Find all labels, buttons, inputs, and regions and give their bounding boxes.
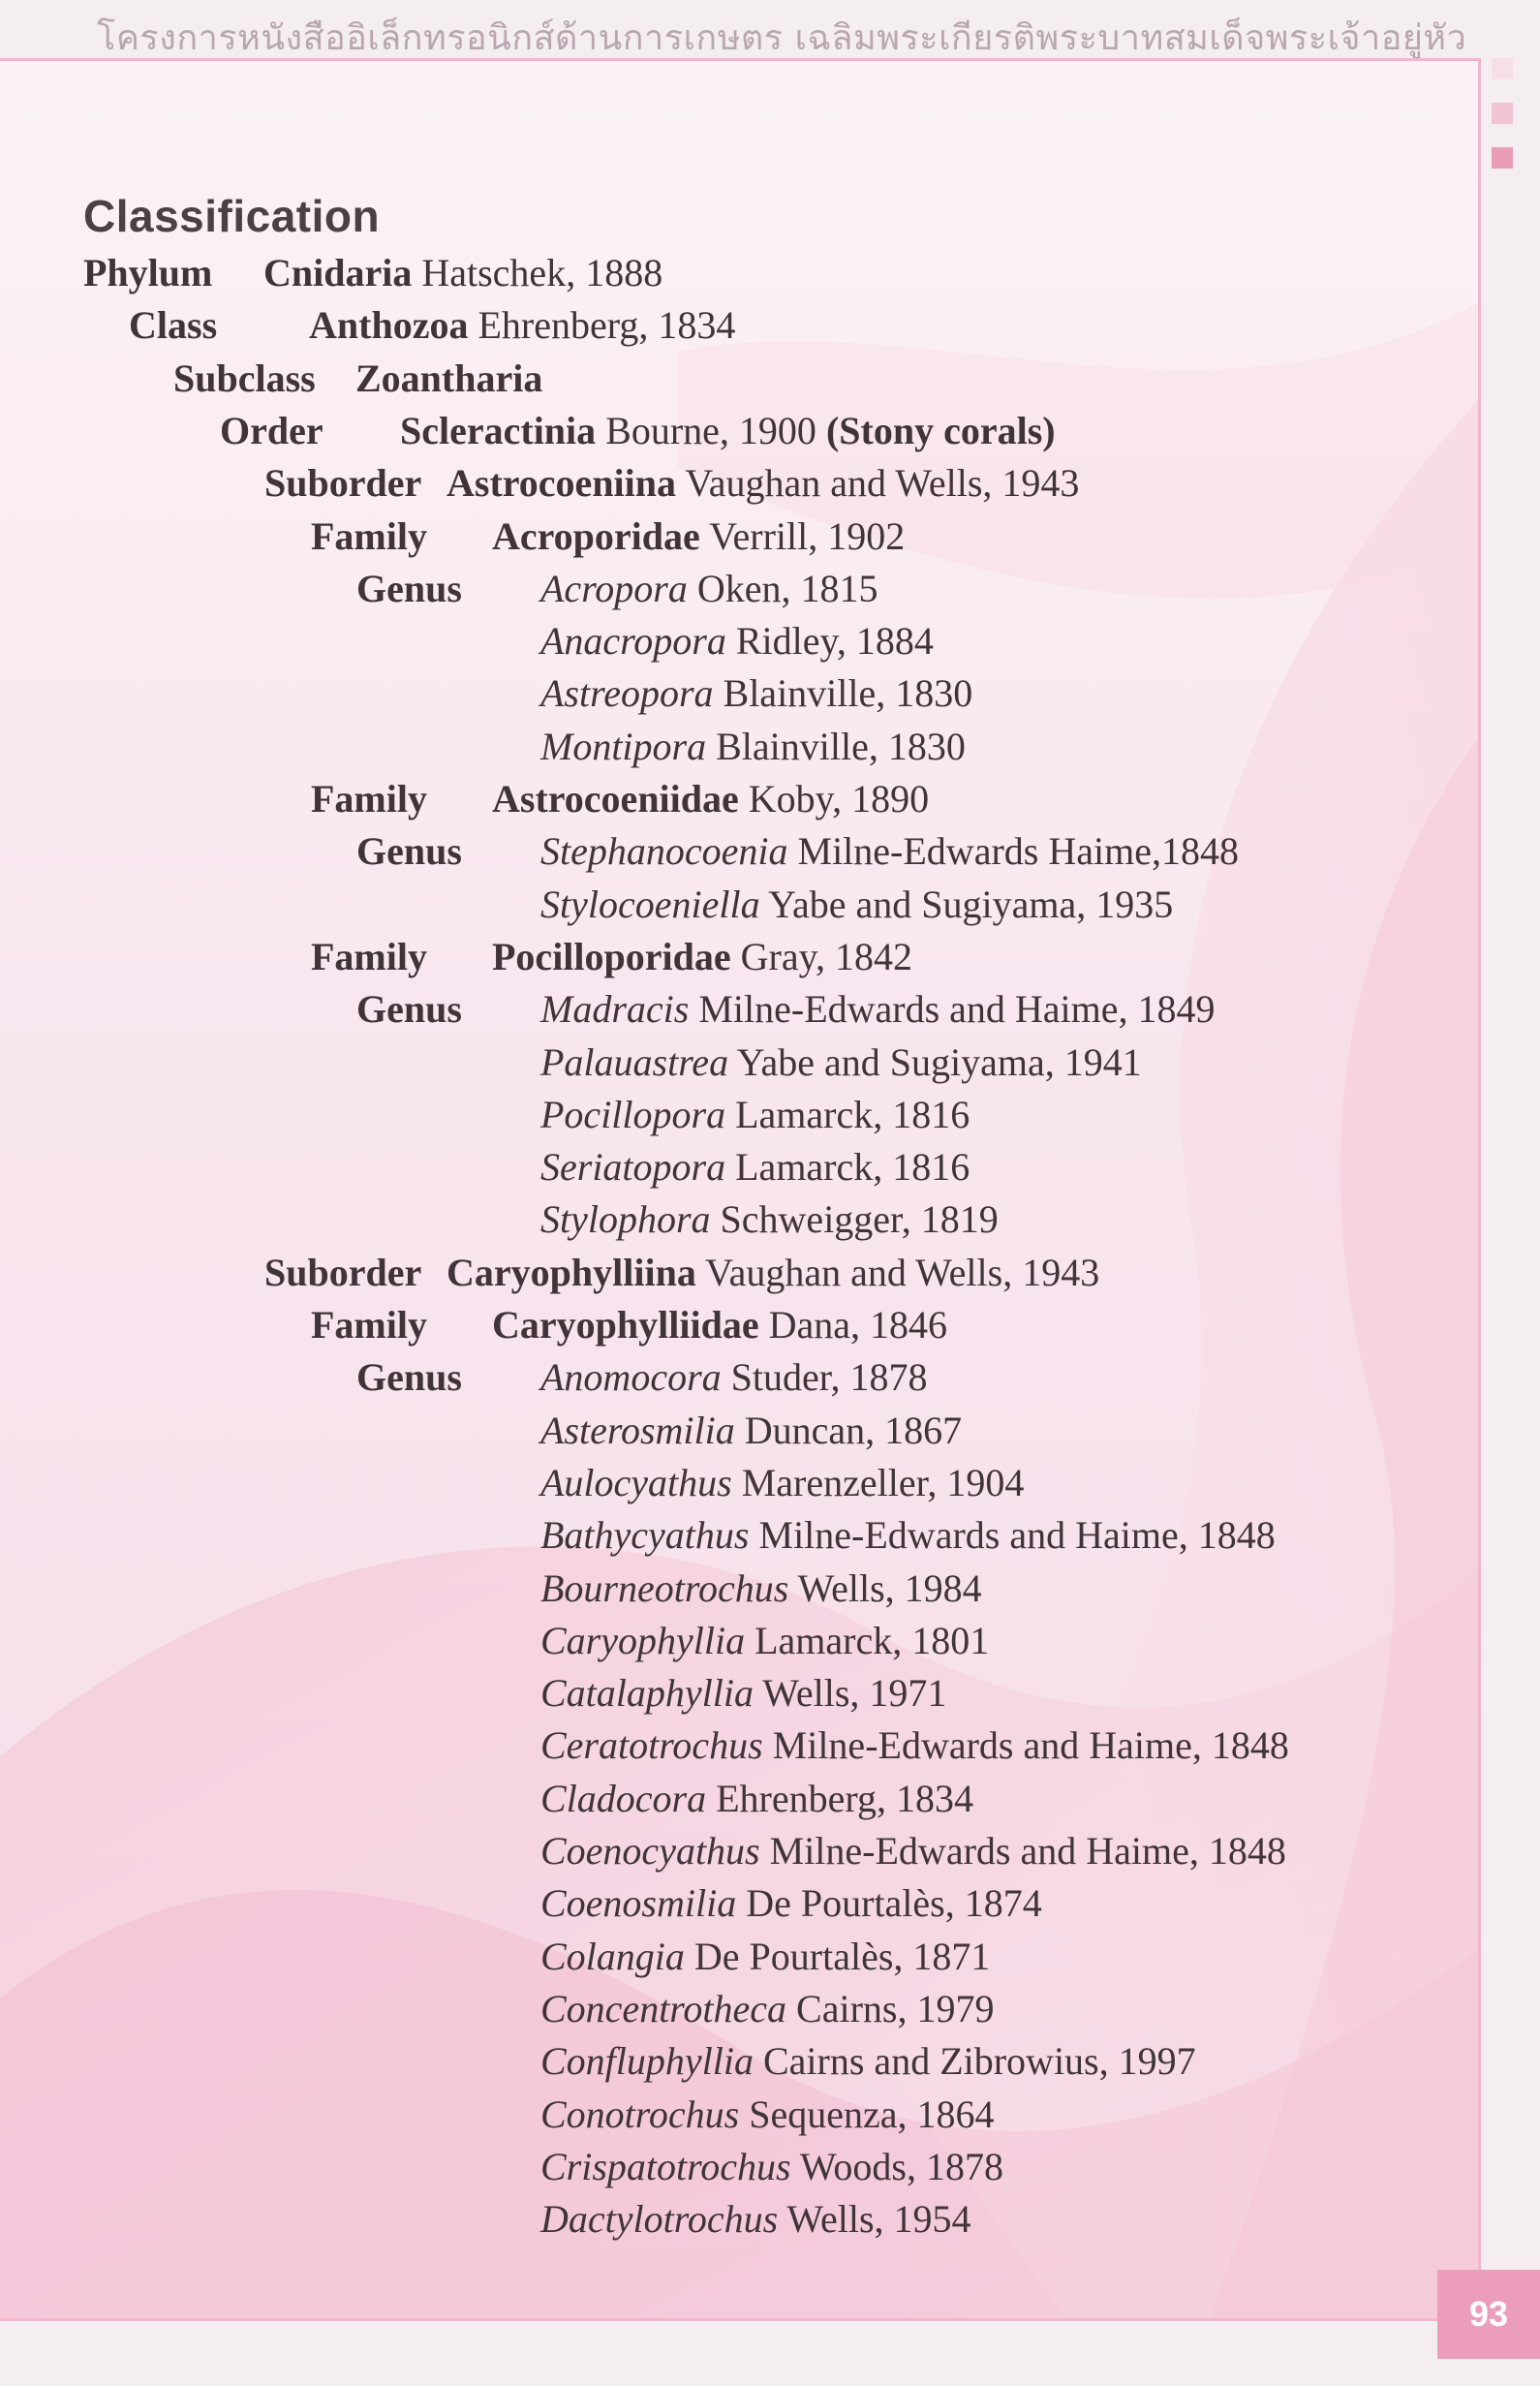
taxon-row [356,1351,1463,1404]
taxon-authority: Verrill, 1902 [709,513,906,558]
taxon-row [264,1247,1463,1299]
taxon-row [356,2089,1463,2141]
taxon-entry [540,1931,990,1983]
taxon-authority: Ridley, 1884 [735,619,934,664]
taxon-name: Montipora [540,724,707,768]
taxon-authority: Yabe and Sugiyama, 1941 [736,1039,1142,1084]
header-title: โครงการหนังสืออิเล็กทรอนิกส์ด้านการเกษตร เฉลิมพระเกียรติพระบาทสมเด็จพระเจ้าอยู่หัว [97,18,1467,58]
taxon-entry [540,1405,962,1457]
rank-label: Subclass [173,356,316,400]
taxon-entry [540,1457,1024,1509]
taxon-entry [492,773,929,825]
taxon-row [356,721,1463,773]
taxon-row [356,1563,1463,1615]
taxon-entry [540,983,1216,1036]
taxon-name: Pocillopora [540,1092,726,1136]
taxon-authority: Ehrenberg, 1834 [716,1776,973,1820]
taxon-name: Colangia [540,1934,685,1978]
taxon-authority: Lamarck, 1816 [735,1145,970,1190]
rank-label: Class [129,303,218,348]
taxon-row [356,1877,1463,1930]
taxon-entry [540,1141,970,1193]
taxon-row [356,2193,1463,2246]
taxon-row [356,1773,1463,1825]
rank-label: Family [311,1303,427,1347]
taxon-row [356,1405,1463,1457]
taxon-authority: Oken, 1815 [696,566,878,610]
taxon-name: Astrocoeniidae [492,777,739,821]
rank-label: Order [220,408,323,452]
taxon-name: Dactylotrochus [540,2197,779,2242]
taxon-entry [540,1983,994,2035]
taxon-name: Zoantharia [355,356,543,400]
taxon-authority: Wells, 1984 [797,1565,982,1610]
taxon-authority: Vaughan and Wells, 1943 [705,1250,1100,1294]
taxon-row [356,563,1463,615]
taxon-name: Ceratotrochus [540,1723,763,1768]
taxon-row [356,879,1463,931]
taxon-name: Palauastrea [540,1039,729,1084]
taxon-authority: De Pourtalès, 1874 [746,1881,1042,1926]
taxon-name: Caryophyllia [540,1618,746,1662]
taxon-authority: Wells, 1954 [786,2197,971,2242]
taxon-authority: Milne-Edwards and Haime, 1849 [698,987,1216,1032]
taxon-row [356,1931,1463,1983]
taxon-name: Anthozoa [309,303,469,348]
taxon-row [83,247,1463,299]
taxon-name: Asterosmilia [540,1408,735,1452]
taxon-name: Scleractinia [400,408,597,452]
taxon-row [356,825,1463,878]
taxon-name: Coenocyathus [540,1829,760,1873]
taxon-entry [540,825,1239,878]
side-marker-light [1492,58,1513,79]
taxon-name: Pocilloporidae [492,934,731,978]
side-marker-dark [1492,147,1513,169]
taxon-entry [540,1037,1142,1089]
taxon-entry [540,2141,1003,2193]
rank-label: Family [311,777,427,821]
taxon-entry [447,457,1079,510]
taxon-authority: Studer, 1878 [730,1355,928,1400]
taxon-name: Cnidaria [263,251,413,294]
taxon-authority: Sequenza, 1864 [749,2092,995,2136]
taxon-row [129,299,1463,352]
rank-label: Genus [356,829,462,874]
taxon-name: Concentrotheca [540,1986,787,2030]
taxon-row [311,931,1463,983]
taxon-row [356,2035,1463,2088]
taxon-authority: Woods, 1878 [799,2144,1003,2188]
taxon-authority: Cairns, 1979 [796,1986,995,2030]
taxon-authority: Milne-Edwards and Haime, 1848 [758,1513,1276,1558]
taxon-entry [447,1247,1099,1299]
taxon-row [356,1667,1463,1720]
taxon-name: Aulocyathus [540,1460,732,1504]
taxon-row [264,457,1463,510]
taxon-entry [400,405,1056,457]
taxon-entry [309,299,735,352]
taxon-authority: Blainville, 1830 [723,671,973,716]
taxon-authority: Dana, 1846 [768,1303,947,1347]
taxon-entry [540,1615,989,1667]
taxon-entry [540,879,1173,931]
taxon-entry [540,2035,1196,2088]
taxon-authority: Yabe and Sugiyama, 1935 [768,882,1174,926]
taxon-authority: Koby, 1890 [748,777,930,821]
taxon-entry [540,1563,982,1615]
taxon-row [356,1983,1463,2035]
rank-label: Suborder [264,1250,422,1294]
taxon-row [356,615,1463,667]
taxon-name: Caryophylliina [447,1250,696,1294]
taxon-entry [540,1089,970,1141]
taxon-name: Madracis [540,987,690,1032]
taxon-authority: Vaughan and Wells, 1943 [685,461,1080,506]
taxon-authority: Duncan, 1867 [744,1408,963,1452]
taxon-name: Coenosmilia [540,1881,737,1926]
taxon-authority: Blainville, 1830 [716,724,966,768]
taxon-entry [540,1667,946,1720]
taxon-row [356,2141,1463,2193]
taxon-row [356,1509,1463,1562]
taxon-name: Crispatotrochus [540,2144,791,2188]
taxon-entry [540,2193,971,2246]
taxon-name: Bathycyathus [540,1513,750,1558]
taxon-name: Stylophora [540,1197,711,1242]
taxon-entry [263,247,662,299]
taxon-row [356,1615,1463,1667]
taxon-authority: Cairns and Zibrowius, 1997 [763,2039,1196,2084]
taxon-authority: Lamarck, 1816 [735,1092,970,1136]
taxon-entry [540,1351,927,1404]
taxon-row [356,1720,1463,1772]
taxon-authority: Milne-Edwards Haime,1848 [797,829,1239,874]
section-title: Classification [83,191,381,241]
taxon-row [356,983,1463,1036]
taxon-name: Stylocoeniella [540,882,760,926]
taxon-name: Astreopora [540,671,714,716]
taxon-authority: Marenzeller, 1904 [741,1460,1025,1504]
taxon-name: Anomocora [540,1355,722,1400]
taxon-entry [540,1825,1286,1877]
taxon-entry [540,2089,994,2141]
taxon-authority: De Pourtalès, 1871 [693,1934,991,1978]
taxon-name: Stephanocoenia [540,829,788,874]
taxon-authority: Milne-Edwards and Haime, 1848 [769,1829,1286,1873]
taxon-entry [540,1877,1042,1930]
taxon-entry [540,1509,1276,1562]
page-number: 93 [1437,2270,1540,2359]
taxon-authority: Milne-Edwards and Haime, 1848 [772,1723,1289,1768]
taxon-name: Acroporidae [492,513,700,558]
taxon-entry [355,353,542,405]
taxon-name: Confluphyllia [540,2039,754,2084]
taxon-entry [540,563,878,615]
taxon-name: Seriatopora [540,1145,726,1190]
taxon-row [356,667,1463,720]
taxon-entry [540,667,972,720]
rank-label: Genus [356,987,462,1032]
rank-label: Phylum [83,251,213,294]
taxon-authority: Lamarck, 1801 [755,1618,990,1662]
taxon-name: Cladocora [540,1776,707,1820]
rank-label: Family [311,934,427,978]
taxon-row [311,773,1463,825]
taxon-entry [492,511,905,563]
taxon-name: Anacropora [540,619,726,664]
taxon-authority: Ehrenberg, 1834 [477,303,736,348]
rank-label: Genus [356,566,462,610]
taxon-entry [492,1299,947,1351]
taxon-authority: Bourne, 1900 [605,408,816,452]
taxon-name: Caryophylliidae [492,1303,759,1347]
taxon-row [356,1037,1463,1089]
taxon-row [356,1089,1463,1141]
taxon-row [220,405,1463,457]
taxon-entry [492,931,912,983]
taxon-row [311,511,1463,563]
taxon-authority: Wells, 1971 [762,1671,947,1716]
taxon-entry [540,1193,999,1246]
taxon-name: Conotrochus [540,2092,740,2136]
rank-label: Genus [356,1355,462,1400]
taxon-name: Catalaphyllia [540,1671,754,1716]
taxon-row [356,1141,1463,1193]
taxon-name: Astrocoeniina [447,461,677,506]
taxon-row [356,1193,1463,1246]
taxon-entry [540,1773,973,1825]
taxon-authority: Schweigger, 1819 [720,1197,999,1242]
taxon-row [356,1825,1463,1877]
common-name: (Stony corals) [825,408,1056,452]
taxon-name: Bourneotrochus [540,1565,789,1610]
rank-label: Suborder [264,461,422,506]
taxon-row [356,1457,1463,1509]
taxon-authority: Hatschek, 1888 [421,251,663,294]
taxon-entry [540,721,966,773]
taxon-name: Acropora [540,566,688,610]
taxon-row [173,353,1463,405]
rank-label: Family [311,513,427,558]
taxon-entry [540,615,934,667]
taxon-authority: Gray, 1842 [740,934,913,978]
taxon-row [311,1299,1463,1351]
taxon-entry [540,1720,1289,1772]
side-marker-medium [1492,103,1513,124]
